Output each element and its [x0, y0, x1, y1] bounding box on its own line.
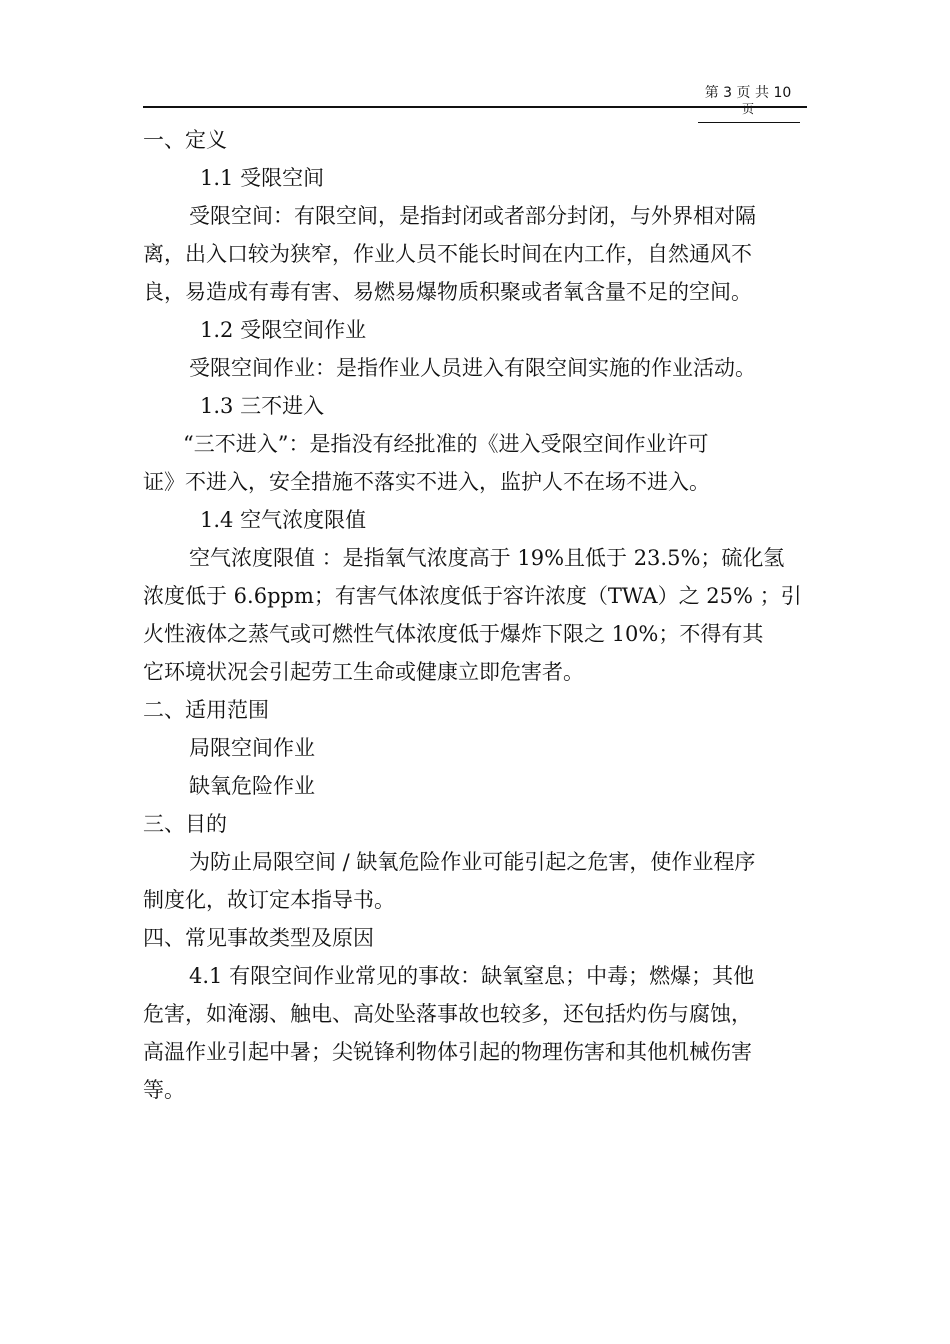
subsection-heading-1-3: 1.3 三不进入: [200, 394, 325, 418]
list-item: 局限空间作业: [189, 736, 315, 760]
page-number-line-1: 第 3 页 共 10: [704, 85, 792, 101]
paragraph-line: 为防止局限空间 / 缺氧危险作业可能引起之危害，使作业程序: [189, 850, 756, 874]
paragraph-line: 离，出入口较为狭窄，作业人员不能长时间在内工作，自然通风不: [143, 242, 752, 266]
document-body: [143, 121, 802, 1109]
paragraph-line: “三不进入”：是指没有经批准的《进入受限空间作业许可: [183, 432, 709, 456]
paragraph-line: 4.1 有限空间作业常见的事故：缺氧窒息；中毒；燃爆；其他: [189, 964, 755, 988]
paragraph-line: 制度化，故订定本指导书。: [143, 888, 395, 912]
list-item: 缺氧危险作业: [189, 774, 315, 798]
page-number: [698, 84, 798, 116]
page-number-line-2: 页: [741, 102, 754, 116]
section-heading-purpose: 三、目的: [143, 812, 227, 836]
paragraph-line: 受限空间作业：是指作业人员进入有限空间实施的作业活动。: [189, 356, 756, 380]
paragraph-line: 等。: [143, 1078, 185, 1102]
paragraph-line: 良，易造成有毒有害、易燃易爆物质积聚或者氧含量不足的空间。: [143, 280, 752, 304]
paragraph-line: 它环境状况会引起劳工生命或健康立即危害者。: [143, 660, 584, 684]
header-rule: [143, 106, 807, 108]
section-heading-definitions: 一、定义: [143, 128, 227, 152]
paragraph-line: 受限空间：有限空间，是指封闭或者部分封闭，与外界相对隔: [189, 204, 756, 228]
paragraph-line: 高温作业引起中暑；尖锐锋利物体引起的物理伤害和其他机械伤害: [143, 1040, 752, 1064]
subsection-heading-1-4: 1.4 空气浓度限值: [200, 508, 367, 532]
section-heading-accidents: 四、常见事故类型及原因: [143, 926, 374, 950]
paragraph-line: 空气浓度限值 ：是指氧气浓度高于 19%且低于 23.5%；硫化氢: [189, 546, 785, 570]
paragraph-line: 火性液体之蒸气或可燃性气体浓度低于爆炸下限之 10%；不得有其: [143, 622, 764, 646]
subsection-heading-1-1: 1.1 受限空间: [200, 166, 325, 190]
paragraph-line: 证》不进入，安全措施不落实不进入，监护人不在场不进入。: [143, 470, 710, 494]
section-heading-scope: 二、适用范围: [143, 698, 269, 722]
paragraph-line: 危害，如淹溺、触电、高处坠落事故也较多，还包括灼伤与腐蚀，: [143, 1002, 752, 1026]
subsection-heading-1-2: 1.2 受限空间作业: [200, 318, 367, 342]
paragraph-line: 浓度低于 6.6ppm；有害气体浓度低于容许浓度（TWA）之 25% ；引: [143, 584, 802, 608]
